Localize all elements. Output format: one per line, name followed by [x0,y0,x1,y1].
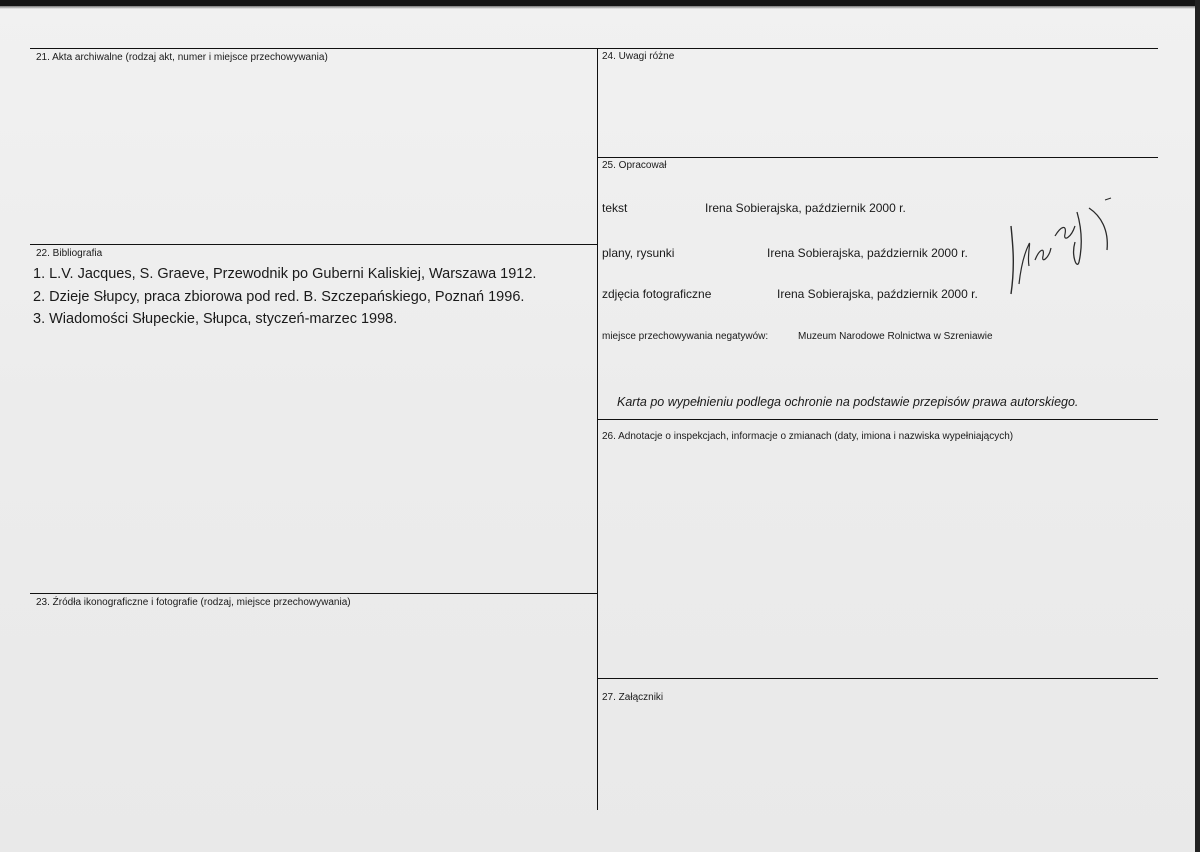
section-25-label: 25. Opracował [602,160,667,171]
negatives-storage-label: miejsce przechowywania negatywów: [602,331,769,342]
rule-center-divider [597,48,598,810]
author-row-zdjecia-key: zdjęcia fotograficzne [602,287,712,301]
section-24-label: 24. Uwagi różne [602,51,675,62]
rule-section-27 [597,678,1158,679]
copyright-note: Karta po wypełnieniu podlega ochronie na podstawie przepisów prawa autorskiego. [617,395,1079,409]
scan-border-right [1195,0,1200,852]
section-22-label: 22. Bibliografia [36,248,103,259]
author-row-tekst-value: Irena Sobierajska, październik 2000 r. [705,201,906,215]
section-26-label: 26. Adnotacje o inspekcjach, informacje o zmianach (daty, imiona i nazwiska wypełniających) [602,431,1014,442]
bibliography-item-2: 2. Dzieje Słupcy, praca zbiorowa pod red. B. Szczepańskiego, Poznań 1996. [33,289,525,305]
rule-section-22 [30,244,597,245]
rule-section-23 [30,593,597,594]
section-21-label: 21. Akta archiwalne (rodzaj akt, numer i miejsce przechowywania) [36,52,328,63]
author-row-tekst-key: tekst [602,201,628,215]
section-23-label: 23. Źródła ikonograficzne i fotografie (rodzaj, miejsce przechowywania) [36,597,351,608]
section-27-label: 27. Załączniki [602,692,664,703]
rule-top-left [30,48,597,49]
bibliography-item-3: 3. Wiadomości Słupeckie, Słupca, styczeń-marzec 1998. [33,311,398,327]
bibliography-item-1: 1. L.V. Jacques, S. Graeve, Przewodnik po Guberni Kaliskiej, Warszawa 1912. [33,266,537,282]
author-row-zdjecia-value: Irena Sobierajska, październik 2000 r. [777,287,978,301]
rule-top-right [597,48,1158,49]
author-row-plany-value: Irena Sobierajska, październik 2000 r. [767,246,968,260]
scan-shadow-top [0,6,1200,9]
rule-section-25 [597,157,1158,158]
handwritten-signature-icon [1005,196,1125,316]
negatives-storage-value: Muzeum Narodowe Rolnictwa w Szreniawie [798,331,993,342]
rule-section-26 [597,419,1158,420]
author-row-plany-key: plany, rysunki [602,246,675,260]
